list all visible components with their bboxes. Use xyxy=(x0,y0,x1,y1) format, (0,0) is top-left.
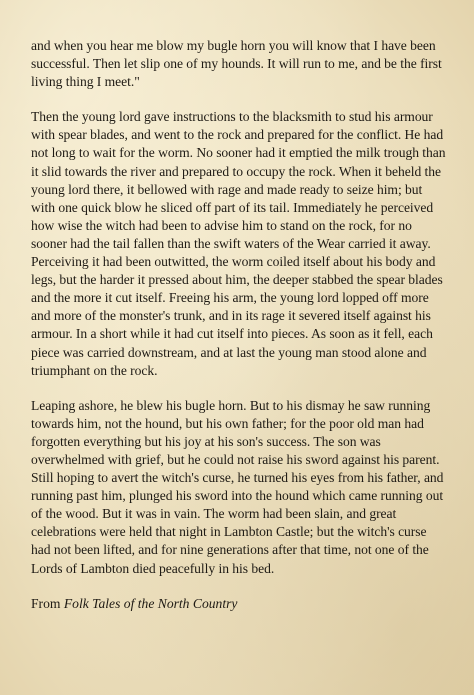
source-citation xyxy=(31,595,448,613)
source-title: Folk Tales of the North Country xyxy=(63,595,238,611)
paragraph-1: and when you hear me blow my bugle horn you will know that I have been successful. Then let slip one of my hounds. It will run to me, and be the first living thing I meet." xyxy=(31,38,442,90)
paragraph-2: Then the young lord gave instructions to the blacksmith to stud his armour with spear blades, and went to the rock and prepared for the conflict. He had not long to wait for the worm. No sooner had it emptied the milk trough than it slid towards the river and prepared to occupy the rock. When it beheld the young lord there, it bellowed with rage and made ready to seize him; but with one quick blow he sliced off part of its tail. Immediately he perceived how wise the witch had been to advise him to stand on the rock, for no sooner had the tail fallen than the swift waters of the Wear carried it away. Perceiving it had been outwitted, the worm coiled itself about his body and legs, but the harder it pressed about him, the deeper stabbed the spear blades and the more it cut itself. Freeing his arm, the young lord lopped off more and more of the monster's trunk, and in its rage it severed itself against his armour. In a short while it had cut itself into pieces. As soon as it fell, each piece was carried downstream, and at last the young man stood alone and triumphant on the rock. xyxy=(31,109,446,378)
paragraph-3: Leaping ashore, he blew his bugle horn. But to his dismay he saw running towards him, not the hound, but his own father; for the poor old man had forgotten everything but his joy at his son's success. The son was overwhelmed with grief, but he could not raise his sword against his parent. Still hoping to avert the witch's curse, he turned his eyes from his father, and running past him, plunged his sword into the hound which came running out of the wood. But it was in vain. The worm had been slain, and great celebrations were held that night in Lambton Castle; but the witch's curse had not been lifted, and for nine generations after that time, not one of the Lords of Lambton died peacefully in his bed. xyxy=(31,397,444,576)
source-prefix: From xyxy=(31,595,64,611)
